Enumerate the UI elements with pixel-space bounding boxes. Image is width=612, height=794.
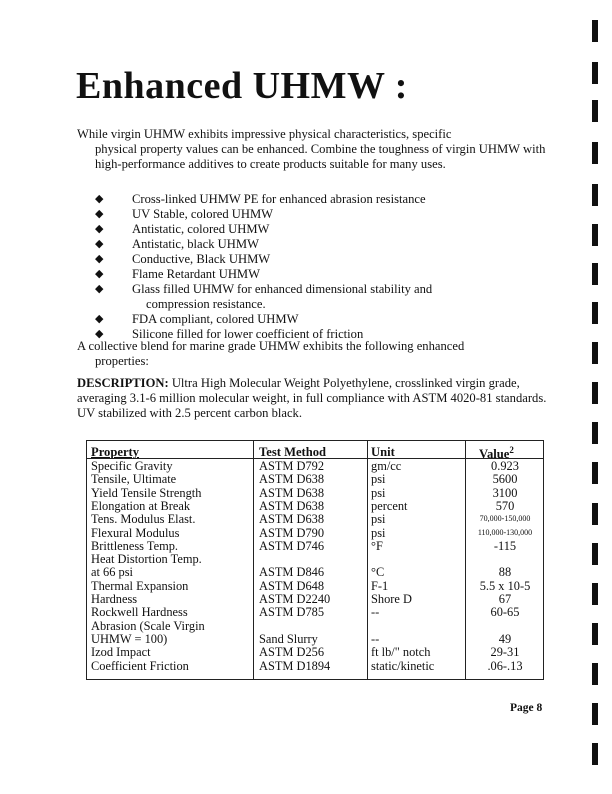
list-item [95,252,525,267]
table-cell-method: ASTM D792 [259,459,325,473]
table-cell-value: 570 [495,498,515,513]
list-item-text: Conductive, Black UHMW [132,252,271,266]
binding-mark [592,462,598,484]
table-cell-unit: psi [371,525,386,540]
list-item-text: UV Stable, colored UHMW [132,207,274,221]
binding-mark [592,583,598,605]
header-value-text: Value [479,447,510,462]
binding-mark [592,142,598,164]
binding-mark [592,20,598,42]
diamond-bullet-icon: ◆ [95,253,104,265]
binding-mark [592,703,598,725]
binding-mark [592,184,598,206]
binding-mark [592,302,598,324]
table-cell-property: at 66 psi [91,565,133,580]
binding-mark [592,422,598,444]
table-cell-value: 0.923 [491,459,519,473]
table-cell-unit: psi [371,472,386,487]
properties-table [86,440,544,680]
intro-continuation: physical property values can be enhanced. Combine the toughness of virgin UHMW with high-performance additives to create products suitable for many uses. [95,142,546,171]
table-cell-value: .06-.13 [487,658,523,673]
table-cell-unit: percent [371,498,408,513]
table-cell-unit: °F [371,538,383,553]
table-cell-property: UHMW = 100) [91,631,168,646]
diamond-bullet-icon: ◆ [95,283,104,295]
header-test-method: Test Method [259,445,327,459]
table-cell-unit: psi [371,512,386,527]
list-item [95,207,525,222]
binding-mark [592,224,598,246]
table-cell-property: Abrasion (Scale Virgin [91,618,205,633]
page-title: Enhanced UHMW : [76,65,408,107]
diamond-bullet-icon: ◆ [95,313,104,325]
table-cell-value: 49 [498,631,512,646]
table-cell-unit: gm/cc [371,459,402,473]
table-cell-unit: °C [371,565,385,580]
list-item-text: Silicone filled for lower coefficient of friction [132,327,364,341]
table-cell-property: Specific Gravity [91,459,173,473]
table-cell-method: ASTM D2240 [259,592,331,606]
table-cell-method: ASTM D1894 [259,658,331,673]
table-cell-property: Yield Tensile Strength [91,485,202,500]
binding-mark [592,100,598,122]
table-cell-method: ASTM D790 [259,525,325,540]
table-cell-method: ASTM D638 [259,472,325,487]
diamond-bullet-icon: ◆ [95,223,104,235]
list-item-text: Glass filled UHMW for enhanced dimensional stability and [132,282,433,296]
list-item-text: Antistatic, colored UHMW [132,222,270,236]
list-item [95,192,525,207]
table-cell-value: 60-65 [490,605,520,620]
list-item-text: Cross-linked UHMW PE for enhanced abrasion resistance [132,192,426,206]
table-cell-value: 5600 [492,472,518,487]
diamond-bullet-icon: ◆ [95,193,104,205]
table-cell-value: 3100 [492,485,518,500]
table-cell-property: Elongation at Break [91,498,191,513]
table-cell-method: ASTM D638 [259,498,325,513]
table-cell-value: 5.5 x 10-5 [479,578,531,593]
table-cell-value: -115 [493,538,517,553]
list-item-text: Antistatic, black UHMW [132,237,259,251]
table-cell-unit: static/kinetic [371,658,435,673]
table-cell-property: Tens. Modulus Elast. [91,512,196,527]
table-cell-unit: psi [371,485,386,500]
binding-mark [592,663,598,685]
table-cell-unit: F-1 [371,578,389,593]
binding-mark [592,623,598,645]
blend-paragraph [77,339,547,369]
table-cell-method: ASTM D638 [259,512,325,527]
header-unit: Unit [371,445,395,459]
binding-mark [592,263,598,285]
table-cell-value: 88 [498,565,512,580]
table-cell-unit: -- [371,631,380,646]
binding-mark [592,743,598,765]
table-cell-property: Izod Impact [91,645,151,660]
table-cell-value: 67 [498,592,512,606]
table-cell-value: 110,000-130,000 [477,527,533,537]
enhancement-list [95,192,525,342]
list-item [95,237,525,252]
header-value-sup: 2 [509,445,514,455]
table-cell-value: 29-31 [490,645,520,660]
binding-mark [592,503,598,525]
description-text: Ultra High Molecular Weight Polyethylene, crosslinked virgin grade, averaging 3.1-6 million molecular weight, in full compliance with ASTM 4020-81 standards. UV stabilized with 2.5 percent carbon black. [77,376,547,420]
table-cell-property: Thermal Expansion [91,578,189,593]
list-item-text: FDA compliant, colored UHMW [132,312,299,326]
page-number: Page 8 [510,702,543,714]
table-cell-unit: ft lb/" notch [371,645,431,660]
table-cell-unit: -- [371,605,380,620]
list-item [95,267,525,282]
intro-line: While virgin UHMW exhibits impressive physical characteristics, specific [77,127,452,141]
table-cell-method: ASTM D746 [259,538,325,553]
binding-mark [592,342,598,364]
blend-continuation: properties: [95,354,149,368]
binding-mark [592,62,598,84]
table-cell-property: Tensile, Ultimate [91,472,177,487]
table-cell-property: Heat Distortion Temp. [91,552,202,567]
list-item-continuation: compression resistance. [146,297,266,311]
blend-line: A collective blend for marine grade UHMW exhibits the following enhanced [77,339,465,353]
list-item-text: Flame Retardant UHMW [132,267,261,281]
table-cell-method: ASTM D846 [259,565,325,580]
table-cell-property: Rockwell Hardness [91,605,188,620]
binding-mark [592,543,598,565]
binding-mark [592,382,598,404]
description-label: DESCRIPTION: [77,376,169,390]
diamond-bullet-icon: ◆ [95,268,104,280]
list-item [95,282,525,312]
table-cell-method: ASTM D648 [259,578,325,593]
table-cell-unit: Shore D [371,592,412,606]
table-cell-property: Brittleness Temp. [91,538,179,553]
diamond-bullet-icon: ◆ [95,238,104,250]
intro-paragraph [77,127,547,172]
table-cell-value: 70,000-150,000 [479,514,531,524]
table-cell-property: Hardness [91,592,138,606]
diamond-bullet-icon: ◆ [95,328,104,340]
table-cell-method: ASTM D785 [259,605,325,620]
list-item [95,222,525,237]
list-item [95,312,525,327]
table-cell-property: Flexural Modulus [91,525,180,540]
table-cell-property: Coefficient Friction [91,658,189,673]
description-paragraph [77,376,549,421]
table-cell-method: ASTM D256 [259,645,325,660]
diamond-bullet-icon: ◆ [95,208,104,220]
header-property: Property [91,445,140,459]
table-cell-method: Sand Slurry [259,631,318,646]
table-cell-method: ASTM D638 [259,485,325,500]
